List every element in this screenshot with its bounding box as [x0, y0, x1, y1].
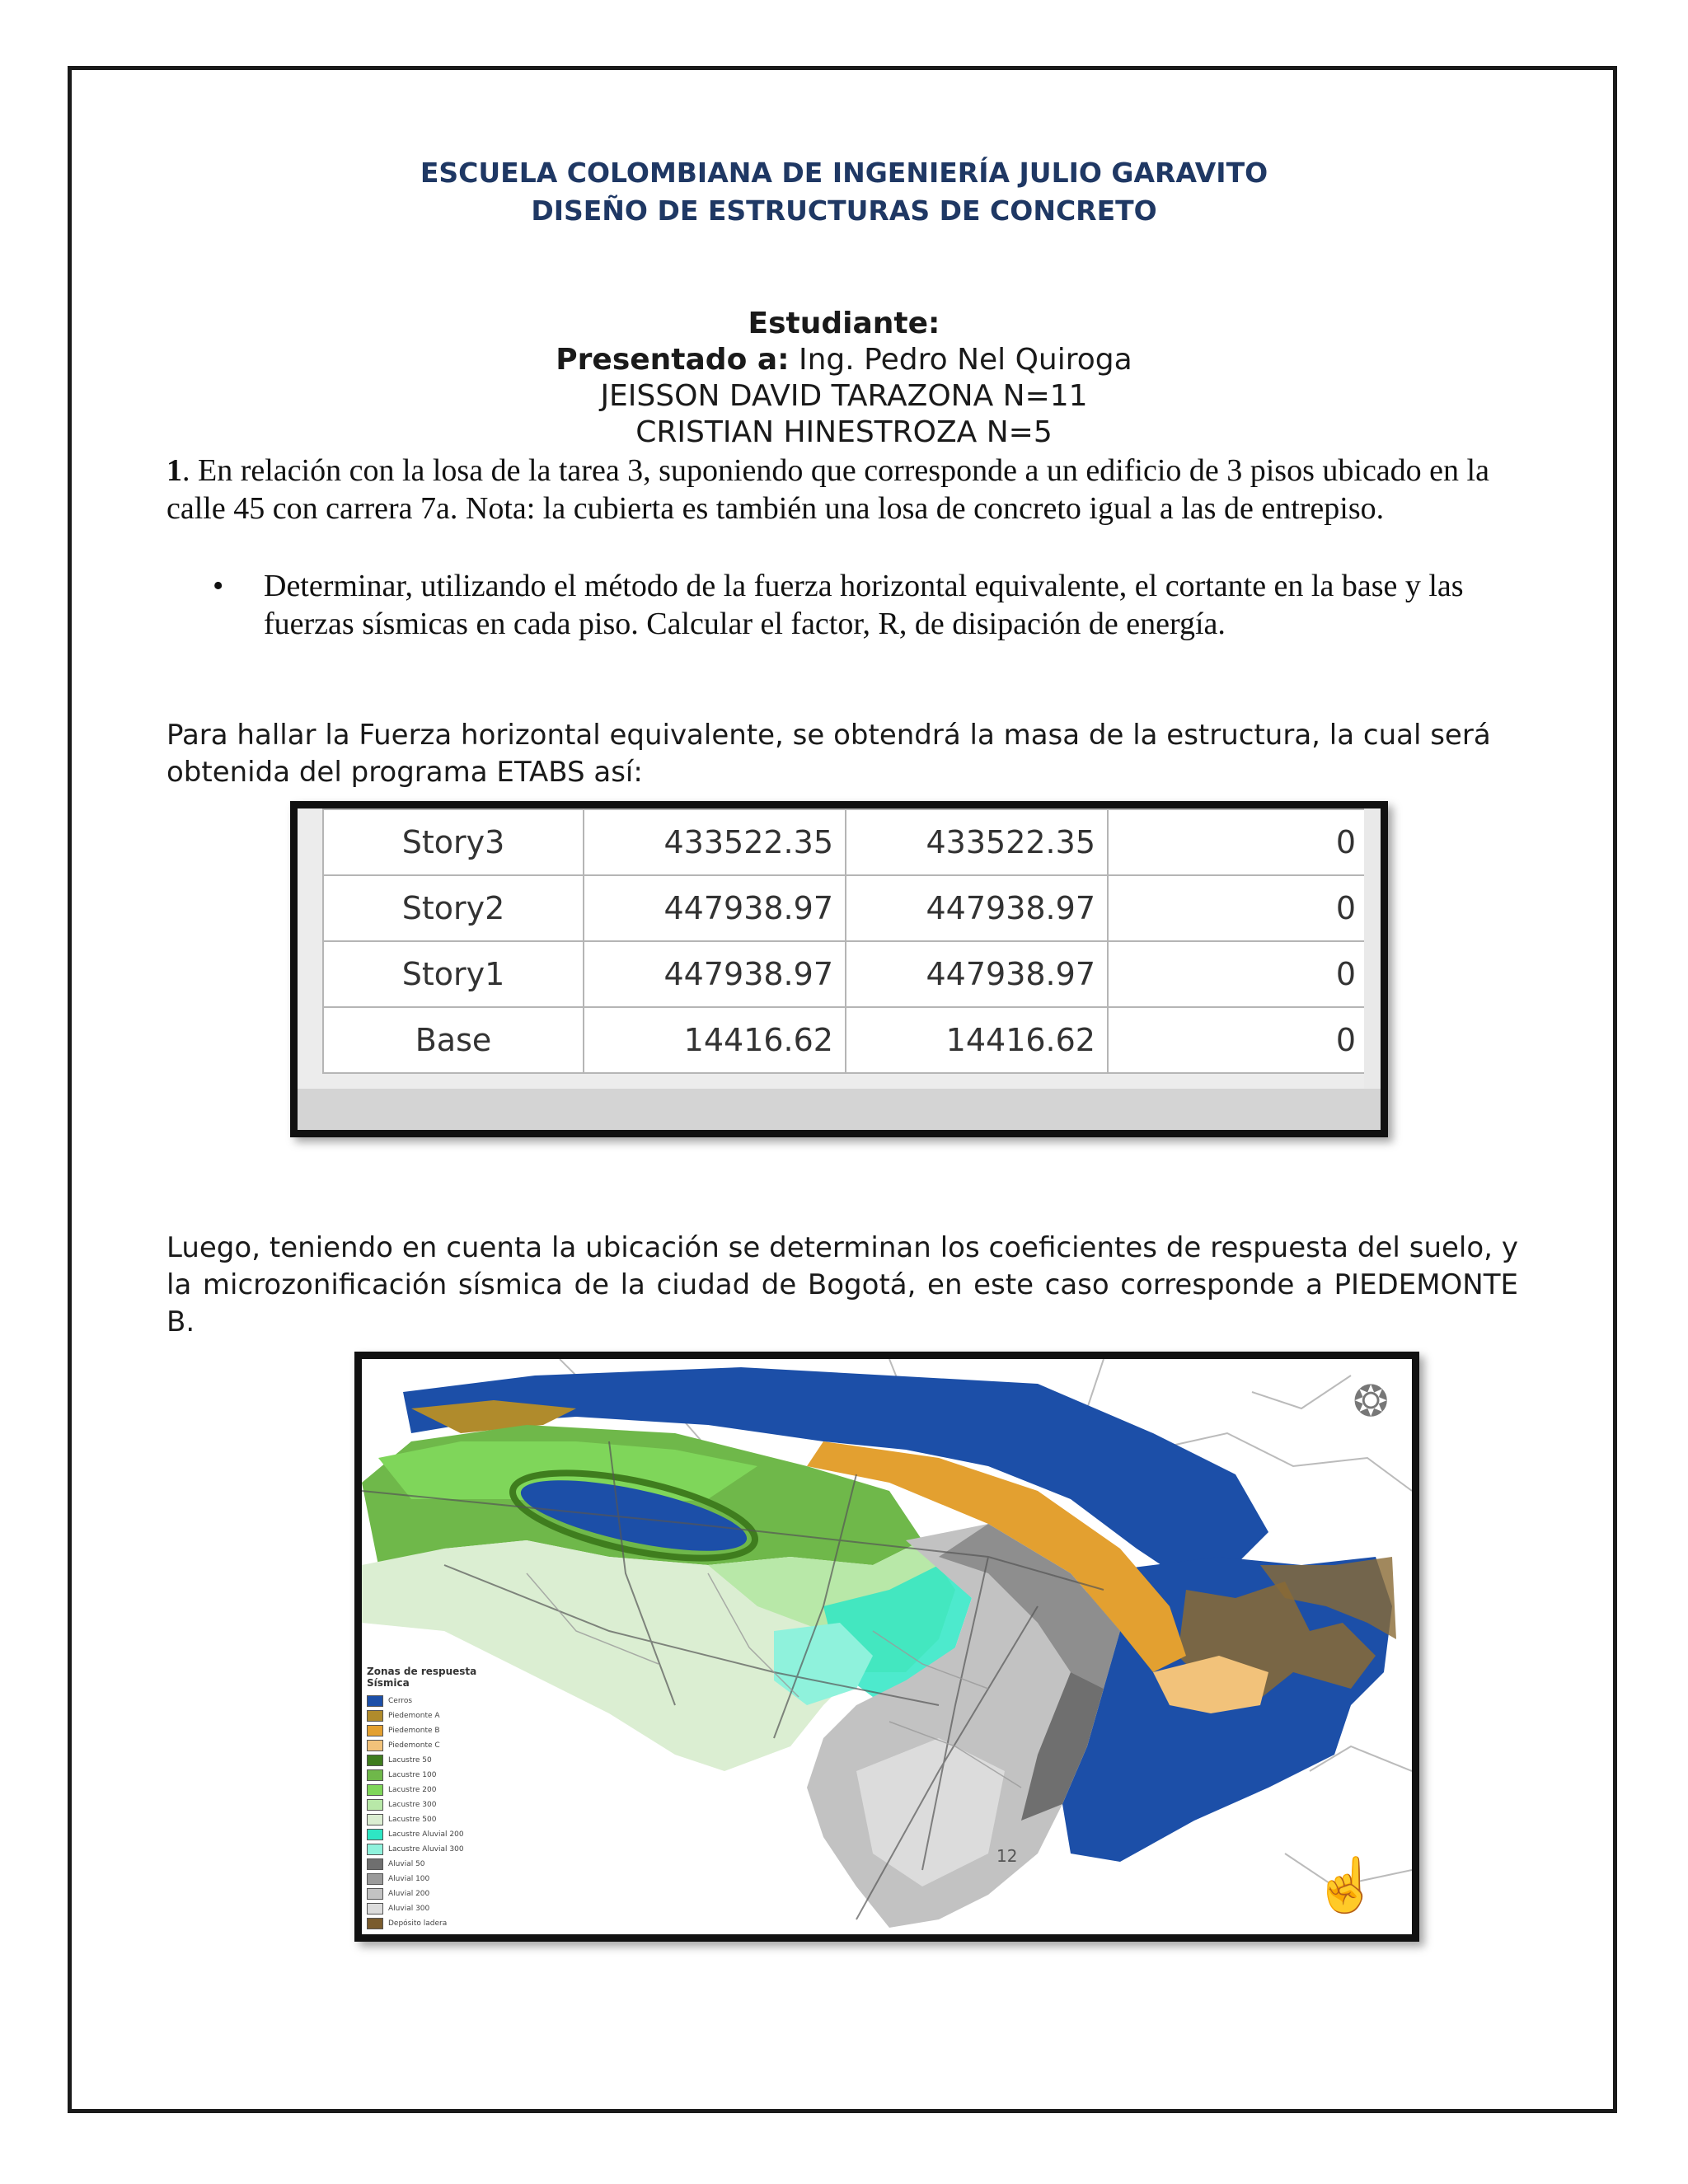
map-legend	[367, 1666, 490, 1931]
legend-item	[367, 1738, 490, 1753]
mass-value-cell: 433522.35	[584, 809, 846, 875]
hand-cursor-icon: ☝	[1313, 1855, 1379, 1915]
legend-rows	[367, 1694, 490, 1931]
compass-icon: ❂	[1353, 1378, 1389, 1426]
legend-swatch	[367, 1888, 383, 1900]
legend-swatch	[367, 1844, 383, 1855]
bullet-text: Determinar, utilizando el método de la fuerza horizontal equivalente, el cortante en la base y las fuerzas sísmicas en cada piso. Calcular el factor, R, de disipación de energía.	[264, 569, 1464, 641]
legend-item	[367, 1797, 490, 1812]
table-row	[323, 809, 1368, 875]
legend-label: Lacustre 100	[388, 1771, 437, 1779]
presented-value: Ing. Pedro Nel Quiroga	[789, 343, 1132, 377]
legend-swatch	[367, 1918, 383, 1929]
legend-label: Lacustre Aluvial 300	[388, 1845, 464, 1854]
legend-swatch	[367, 1858, 383, 1870]
table-row	[323, 941, 1368, 1007]
legend-item	[367, 1857, 490, 1872]
legend-label: Aluvial 200	[388, 1890, 430, 1898]
mass-value-cell: 14416.62	[846, 1007, 1108, 1073]
map-drawing	[362, 1359, 1412, 1934]
legend-swatch	[367, 1784, 383, 1796]
paragraph-etabs: Para hallar la Fuerza horizontal equivalente, se obtendrá la masa de la estructura, la cual será obtenida del programa ETABS así:	[166, 719, 1491, 789]
legend-swatch	[367, 1873, 383, 1885]
legend-swatch	[367, 1740, 383, 1751]
student-label: Estudiante:	[748, 307, 940, 340]
legend-item	[367, 1723, 490, 1738]
legend-item	[367, 1916, 490, 1931]
legend-item	[367, 1872, 490, 1886]
legend-swatch	[367, 1695, 383, 1707]
legend-swatch	[367, 1710, 383, 1722]
legend-item	[367, 1753, 490, 1768]
legend-label: Lacustre 500	[388, 1816, 437, 1824]
legend-label: Lacustre 200	[388, 1786, 437, 1794]
legend-label: Aluvial 50	[388, 1860, 425, 1868]
story-name-cell: Story3	[323, 809, 584, 875]
mass-value-cell: 447938.97	[846, 875, 1108, 941]
vertical-scrollbar	[1364, 808, 1381, 1130]
legend-item	[367, 1783, 490, 1797]
legend-label: Cerros	[388, 1697, 413, 1705]
legend-swatch	[367, 1903, 383, 1915]
mass-value-cell: 447938.97	[584, 941, 846, 1007]
legend-label: Piedemonte C	[388, 1741, 440, 1750]
mass-value-cell: 433522.35	[846, 809, 1108, 875]
mass-value-cell: 447938.97	[846, 941, 1108, 1007]
map-label-12: 12	[996, 1846, 1018, 1866]
legend-item	[367, 1708, 490, 1723]
legend-item	[367, 1812, 490, 1827]
legend-label: Lacustre 50	[388, 1756, 432, 1765]
legend-label: Lacustre 300	[388, 1801, 437, 1809]
legend-swatch	[367, 1814, 383, 1825]
story-name-cell: Base	[323, 1007, 584, 1073]
question-1	[166, 452, 1518, 527]
question-text: . En relación con la losa de la tarea 3, suponiendo que corresponde a un edificio de 3 pisos ubicado en la calle 45 con carrera 7a. Nota: la cubierta es también una losa de concreto igual a las de entrepiso.	[166, 453, 1489, 526]
table-row	[323, 1007, 1368, 1073]
question-number: 1	[166, 453, 182, 488]
legend-label: Aluvial 100	[388, 1875, 430, 1883]
legend-label: Lacustre Aluvial 200	[388, 1830, 464, 1839]
mass-value-cell: 14416.62	[584, 1007, 846, 1073]
legend-swatch	[367, 1755, 383, 1766]
course-title: DISEÑO DE ESTRUCTURAS DE CONCRETO	[531, 194, 1157, 227]
mass-value-cell: 0	[1108, 875, 1368, 941]
legend-swatch	[367, 1799, 383, 1811]
mass-value-cell: 0	[1108, 1007, 1368, 1073]
presented-to	[0, 343, 1688, 377]
etabs-mass-table	[322, 808, 1369, 1074]
mass-value-cell: 447938.97	[584, 875, 846, 941]
question-bullet	[213, 567, 1523, 643]
legend-item	[367, 1886, 490, 1901]
mass-value-cell: 0	[1108, 941, 1368, 1007]
legend-label: Depósito ladera	[388, 1919, 448, 1928]
legend-label: Piedemonte A	[388, 1712, 440, 1720]
presented-label: Presentado a:	[556, 343, 790, 377]
table-row	[323, 875, 1368, 941]
legend-item	[367, 1901, 490, 1916]
mass-value-cell: 0	[1108, 809, 1368, 875]
institution-title: ESCUELA COLOMBIANA DE INGENIERÍA JULIO GARAVITO	[420, 157, 1268, 189]
legend-title: Zonas de respuesta Sísmica	[367, 1666, 477, 1689]
story-name-cell: Story1	[323, 941, 584, 1007]
story-name-cell: Story2	[323, 875, 584, 941]
legend-item	[367, 1827, 490, 1842]
paragraph-microzonation: Luego, teniendo en cuenta la ubicación se determinan los coeficientes de respuesta del suelo, y la microzonificación sísmica de la ciudad de Bogotá, en este caso corresponde a PIEDEMONTE B.	[166, 1231, 1518, 1338]
legend-swatch	[367, 1829, 383, 1840]
legend-item	[367, 1694, 490, 1708]
legend-label: Piedemonte B	[388, 1727, 440, 1735]
legend-label: Aluvial 300	[388, 1905, 430, 1913]
legend-item	[367, 1842, 490, 1857]
bogota-microzonation-map	[354, 1352, 1419, 1942]
legend-swatch	[367, 1725, 383, 1736]
legend-item	[367, 1768, 490, 1783]
legend-swatch	[367, 1769, 383, 1781]
horizontal-scrollbar	[298, 1089, 1381, 1130]
student-2: CRISTIAN HINESTROZA N=5	[635, 415, 1053, 449]
bullet-icon: •	[213, 569, 224, 603]
etabs-mass-table-image	[290, 801, 1388, 1137]
student-1: JEISSON DAVID TARAZONA N=11	[600, 379, 1088, 413]
